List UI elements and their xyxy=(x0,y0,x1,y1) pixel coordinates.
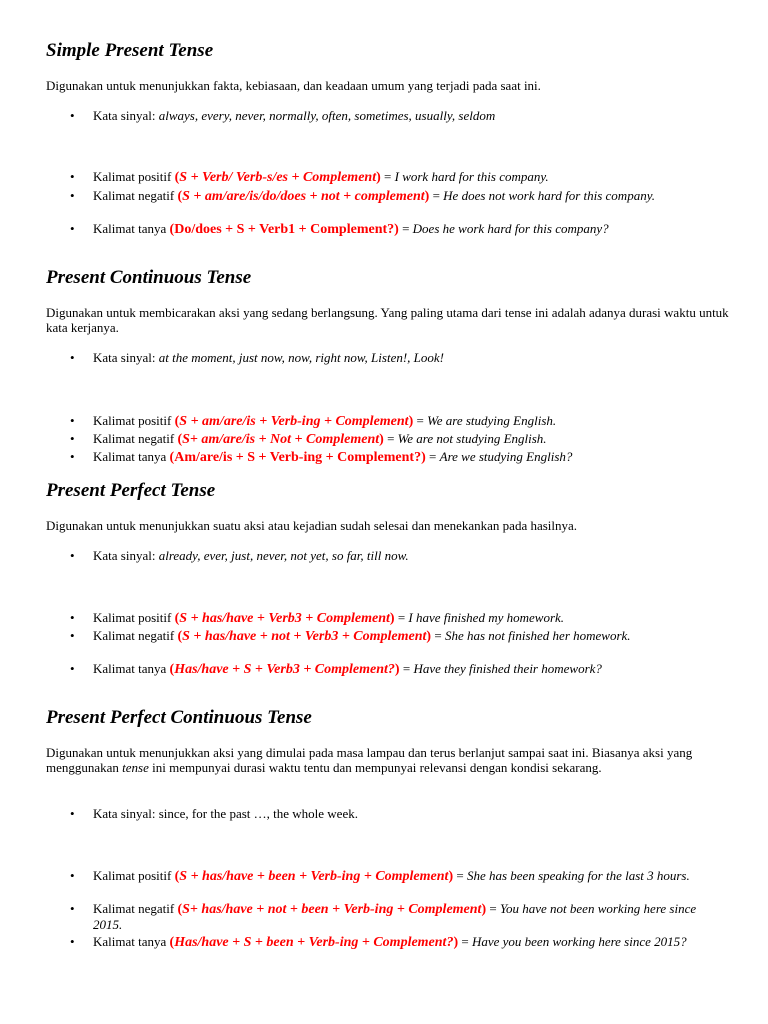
formula: S + am/are/is/do/does + not + complement xyxy=(182,189,425,204)
example: I work hard for this company. xyxy=(394,169,549,184)
bullet: • xyxy=(70,806,75,821)
separator: = xyxy=(458,934,472,949)
item-label: Kalimat negatif xyxy=(93,431,178,446)
separator: = xyxy=(398,221,413,236)
signal-label: Kata sinyal: xyxy=(93,548,159,563)
signal-words: at the moment, just now, now, right now, Listen!, Look! xyxy=(158,350,444,365)
list-item: • Kalimat tanya (Do/does + S + Verb1 + Complement?) = Does he work hard for this company? xyxy=(70,221,609,237)
bullet: • xyxy=(70,413,75,428)
list-item: • Kalimat positif (S + am/are/is + Verb-ing + Complement) = We are studying English. xyxy=(70,413,557,429)
section-description xyxy=(46,745,736,775)
separator: = xyxy=(413,413,428,428)
bullet: • xyxy=(70,548,75,563)
formula: Has/have + S + been + Verb-ing + Complement? xyxy=(174,935,454,950)
bullet: • xyxy=(70,628,75,643)
section-title: Present Continuous Tense xyxy=(46,267,252,288)
list-item: • Kalimat tanya (Has/have + S + been + Verb-ing + Complement?) = Have you been working here since 2015? xyxy=(70,934,687,950)
separator: = xyxy=(380,169,395,184)
formula: S + Verb/ Verb-s/es + Complement xyxy=(179,170,377,185)
item-label: Kalimat positif xyxy=(93,868,175,883)
list-item: • Kalimat negatif (S+ has/have + not + been + Verb-ing + Complement) = You have not been working here since 2015. xyxy=(70,901,697,932)
bullet: • xyxy=(70,221,75,236)
signal-label: Kata sinyal: xyxy=(93,108,159,123)
bullet: • xyxy=(70,431,75,446)
bullet: • xyxy=(70,901,75,916)
signal-line: Kata sinyal: since, for the past …, the whole week. xyxy=(93,806,358,821)
list-item: • Kalimat positif (S + Verb/ Verb-s/es + Complement) = I work hard for this company. xyxy=(70,169,549,185)
item-label: Kalimat negatif xyxy=(93,628,178,643)
signal-words: already, ever, just, never, not yet, so far, till now. xyxy=(158,548,409,563)
list-item: • Kalimat positif (S + has/have + Verb3 + Complement) = I have finished my homework. xyxy=(70,610,565,626)
bullet: • xyxy=(70,868,75,883)
example: She has been speaking for the last 3 hours. xyxy=(466,868,690,883)
bullet: • xyxy=(70,610,75,625)
description-text: ini mempunyai durasi waktu tentu dan mempunyai relevansi dengan kondisi sekarang. xyxy=(148,760,602,775)
list-item: • Kalimat negatif (S+ am/are/is + Not + Complement) = We are not studying English. xyxy=(70,431,547,447)
example: Have they finished their homework? xyxy=(413,661,602,676)
example: She has not finished her homework. xyxy=(444,628,631,643)
separator: = xyxy=(383,431,398,446)
description-text: Digunakan untuk menunjukkan aksi yang dimulai pada masa lampau dan terus berlanjut sampai saat ini. Biasanya aksi yang menggunakan xyxy=(46,745,693,775)
bullet: • xyxy=(70,188,75,203)
example: We are not studying English. xyxy=(397,431,547,446)
formula: S + has/have + not + Verb3 + Complement xyxy=(182,629,427,644)
item-label: Kalimat tanya xyxy=(93,934,170,949)
signal-words-item xyxy=(70,350,710,365)
description-emphasis: tense xyxy=(122,760,149,775)
item-label: Kalimat negatif xyxy=(93,188,178,203)
bullet: • xyxy=(70,449,75,464)
signal-words-item xyxy=(70,806,710,821)
list-item: • Kalimat negatif (S + am/are/is/do/does + not + complement) = He does not work hard for this company. xyxy=(70,188,655,204)
item-label: Kalimat positif xyxy=(93,413,175,428)
example: He does not work hard for this company. xyxy=(443,188,655,203)
example: Are we studying English? xyxy=(439,449,573,464)
formula: Has/have + S + Verb3 + Complement? xyxy=(174,662,395,677)
item-label: Kalimat positif xyxy=(93,610,175,625)
list-item: • Kalimat tanya (Has/have + S + Verb3 + Complement?) = Have they finished their homework? xyxy=(70,661,602,677)
formula: Do/does + S + Verb1 + Complement? xyxy=(174,222,395,237)
signal-words-item xyxy=(70,108,710,123)
item-label: Kalimat tanya xyxy=(93,661,170,676)
separator: = xyxy=(394,610,409,625)
signal-words-item xyxy=(70,548,710,563)
item-label: Kalimat tanya xyxy=(93,221,170,236)
formula: S + am/are/is + Verb-ing + Complement xyxy=(179,414,409,429)
example: I have finished my homework. xyxy=(408,610,565,625)
section-title: Simple Present Tense xyxy=(46,40,214,61)
separator: = xyxy=(399,661,414,676)
separator: = xyxy=(486,901,500,916)
section-title: Present Perfect Tense xyxy=(46,480,216,501)
signal-words: always, every, never, normally, often, sometimes, usually, seldom xyxy=(158,108,496,123)
formula: S+ am/are/is + Not + Complement xyxy=(182,432,380,447)
section-description: Digunakan untuk menunjukkan fakta, kebiasaan, dan keadaan umum yang terjadi pada saat ini. xyxy=(46,78,541,93)
example: Have you been working here since 2015? xyxy=(471,934,687,949)
separator: = xyxy=(431,628,445,643)
separator: = xyxy=(453,868,467,883)
bullet: • xyxy=(70,934,75,949)
list-item: • Kalimat negatif (S + has/have + not + Verb3 + Complement) = She has not finished her homework. xyxy=(70,628,631,644)
signal-label: Kata sinyal: xyxy=(93,350,159,365)
item-label: Kalimat tanya xyxy=(93,449,170,464)
separator: = xyxy=(425,449,440,464)
item-label: Kalimat positif xyxy=(93,169,175,184)
example: You have not been working here since 2015. xyxy=(93,901,697,932)
separator: = xyxy=(429,188,444,203)
section-description: Digunakan untuk menunjukkan suatu aksi atau kejadian sudah selesai dan menekankan pada hasilnya. xyxy=(46,518,578,533)
item-label: Kalimat negatif xyxy=(93,901,178,916)
bullet: • xyxy=(70,108,75,123)
section-description: Digunakan untuk membicarakan aksi yang sedang berlangsung. Yang paling utama dari tense ini adalah adanya durasi waktu untuk kata kerjanya. xyxy=(46,305,729,335)
list-item: • Kalimat tanya (Am/are/is + S + Verb-ing + Complement?) = Are we studying English? xyxy=(70,449,573,465)
list-item: • Kalimat positif (S + has/have + been + Verb-ing + Complement) = She has been speaking for the last 3 hours. xyxy=(70,868,690,884)
formula: Am/are/is + S + Verb-ing + Complement? xyxy=(174,450,422,465)
example: We are studying English. xyxy=(427,413,557,428)
bullet: • xyxy=(70,661,75,676)
bullet: • xyxy=(70,350,75,365)
formula: S+ has/have + not + been + Verb-ing + Complement xyxy=(182,902,482,917)
formula: S + has/have + Verb3 + Complement xyxy=(179,611,390,626)
example: Does he work hard for this company? xyxy=(412,221,609,236)
formula: S + has/have + been + Verb-ing + Complement xyxy=(179,869,449,884)
bullet: • xyxy=(70,169,75,184)
section-title: Present Perfect Continuous Tense xyxy=(46,707,312,728)
